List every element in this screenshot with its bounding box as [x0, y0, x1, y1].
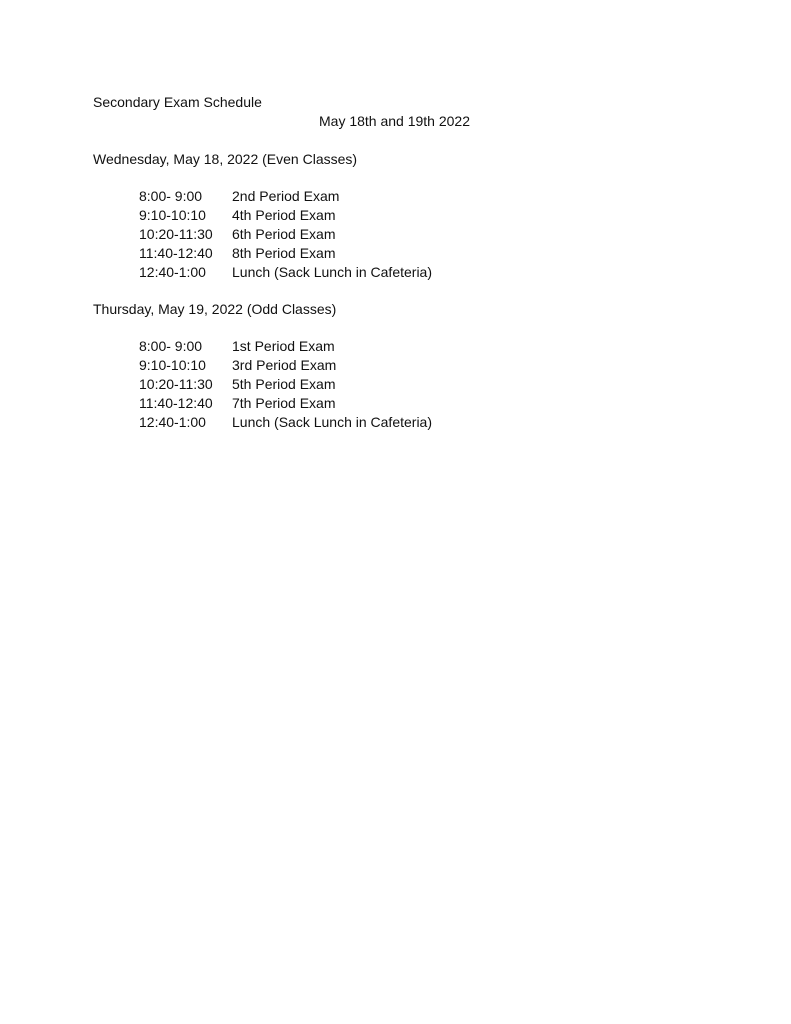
exam-label: 1st Period Exam [232, 338, 335, 354]
exam-label: Lunch (Sack Lunch in Cafeteria) [232, 414, 432, 430]
exam-label: 2nd Period Exam [232, 188, 340, 204]
exam-label: 5th Period Exam [232, 376, 336, 392]
time-slot: 9:10-10:10 [139, 357, 206, 373]
day-heading-thursday: Thursday, May 19, 2022 (Odd Classes) [93, 301, 337, 317]
exam-dates: May 18th and 19th 2022 [319, 113, 471, 129]
exam-label: 4th Period Exam [232, 207, 336, 223]
time-slot: 12:40-1:00 [139, 414, 206, 430]
time-slot: 12:40-1:00 [139, 264, 206, 280]
schedule-row [139, 263, 432, 282]
exam-label: Lunch (Sack Lunch in Cafeteria) [232, 264, 432, 280]
time-slot: 11:40-12:40 [139, 245, 213, 261]
schedule-row [139, 394, 432, 413]
document-title: Secondary Exam Schedule [93, 94, 262, 110]
exam-label: 6th Period Exam [232, 226, 336, 242]
exam-label: 3rd Period Exam [232, 357, 337, 373]
time-slot: 8:00- 9:00 [139, 188, 203, 204]
schedule-row [139, 244, 432, 263]
time-slot: 8:00- 9:00 [139, 338, 203, 354]
exam-label: 8th Period Exam [232, 245, 336, 261]
schedule-row [139, 225, 432, 244]
schedule-row [139, 187, 432, 206]
schedule-row [139, 206, 432, 225]
exam-label: 7th Period Exam [232, 395, 336, 411]
day-heading-wednesday: Wednesday, May 18, 2022 (Even Classes) [93, 151, 358, 167]
schedule-wednesday [139, 187, 432, 282]
schedule-row [139, 337, 432, 356]
schedule-row [139, 356, 432, 375]
time-slot: 10:20-11:30 [139, 376, 213, 392]
time-slot: 9:10-10:10 [139, 207, 206, 223]
schedule-row [139, 375, 432, 394]
schedule-row [139, 413, 432, 432]
schedule-thursday [139, 337, 432, 432]
time-slot: 11:40-12:40 [139, 395, 213, 411]
time-slot: 10:20-11:30 [139, 226, 213, 242]
